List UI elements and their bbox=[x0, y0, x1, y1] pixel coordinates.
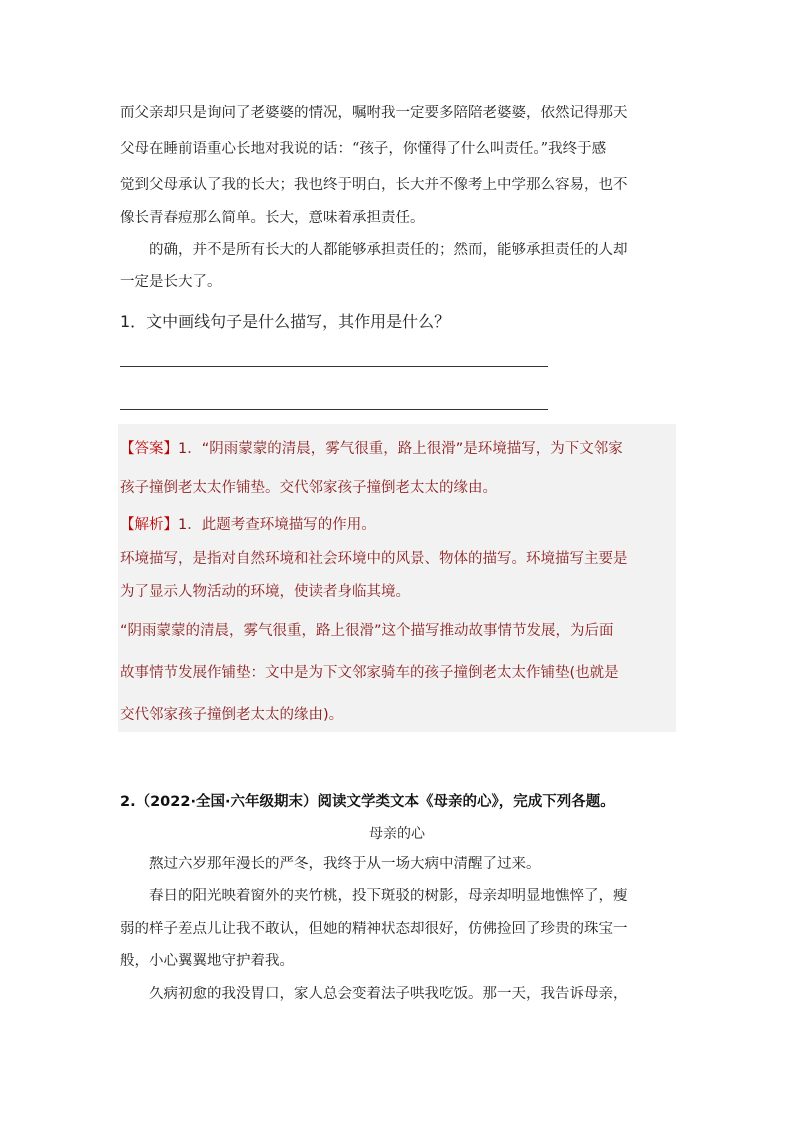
passage-line: 弱的样子差点儿让我不敢认，但她的精神状态却很好，仿佛捡回了珍贵的珠宝一 bbox=[120, 921, 628, 937]
answer-tag: 【答案】 bbox=[120, 441, 178, 457]
answer-line bbox=[120, 366, 548, 367]
question-2: 2.（2022·全国·六年级期末）阅读文学类文本《母亲的心》，完成下列各题。 bbox=[120, 794, 615, 810]
answer-line-2: 孩子撞倒老太太作铺垫。交代邻家孩子撞倒老太太的缘由。 bbox=[120, 480, 497, 496]
question-1: 1．文中画线句子是什么描写，其作用是什么？ bbox=[120, 312, 451, 331]
passage-line: 般，小心翼翼地守护着我。 bbox=[120, 953, 294, 969]
answer-box bbox=[118, 424, 676, 732]
passage-line: 春日的阳光映着窗外的夹竹桃，投下斑驳的树影，母亲却明显地憔悴了，瘦 bbox=[120, 888, 628, 904]
analysis-line: 为了显示人物活动的环境，使读者身临其境。 bbox=[120, 584, 410, 600]
passage-line: 父母在睡前语重心长地对我说的话：“孩子，你懂得了什么叫责任。”我终于感 bbox=[120, 141, 607, 157]
passage-line: 一定是长大了。 bbox=[120, 274, 222, 290]
passage-line: 久病初愈的我没胃口，家人总会变着法子哄我吃饭。那一天，我告诉母亲， bbox=[120, 986, 628, 1002]
analysis-line: 交代邻家孩子撞倒老太太的缘由)。 bbox=[120, 707, 344, 723]
analysis-line: 故事情节发展作铺垫：文中是为下文邻家骑车的孩子撞倒老太太作铺垫(也就是 bbox=[120, 665, 619, 681]
passage-title: 母亲的心 bbox=[369, 826, 425, 842]
analysis-line: “阴雨蒙蒙的清晨，雾气很重，路上很滑”这个描写推动故事情节发展，为后面 bbox=[120, 623, 614, 639]
passage-line: 像长青春痘那么简单。长大，意味着承担责任。 bbox=[120, 210, 425, 226]
analysis-tag: 【解析】 bbox=[120, 517, 178, 533]
passage-line: 觉到父母承认了我的长大；我也终于明白，长大并不像考上中学那么容易，也不 bbox=[120, 177, 628, 193]
answer-line bbox=[120, 409, 548, 410]
analysis-line-1: 【解析】1．此题考查环境描写的作用。 bbox=[120, 517, 376, 533]
analysis-line: 环境描写，是指对自然环境和社会环境中的风景、物体的描写。环境描写主要是 bbox=[120, 551, 628, 567]
passage-line: 的确，并不是所有长大的人都能够承担责任的；然而，能够承担责任的人却 bbox=[120, 242, 628, 258]
answer-line-1: 【答案】1．“阴雨蒙蒙的清晨，雾气很重，路上很滑”是环境描写，为下文邻家 bbox=[120, 441, 623, 457]
passage-line: 熬过六岁那年漫长的严冬，我终于从一场大病中清醒了过来。 bbox=[120, 856, 541, 872]
passage-line: 而父亲却只是询问了老婆婆的情况，嘱咐我一定要多陪陪老婆婆，依然记得那天 bbox=[120, 105, 628, 121]
